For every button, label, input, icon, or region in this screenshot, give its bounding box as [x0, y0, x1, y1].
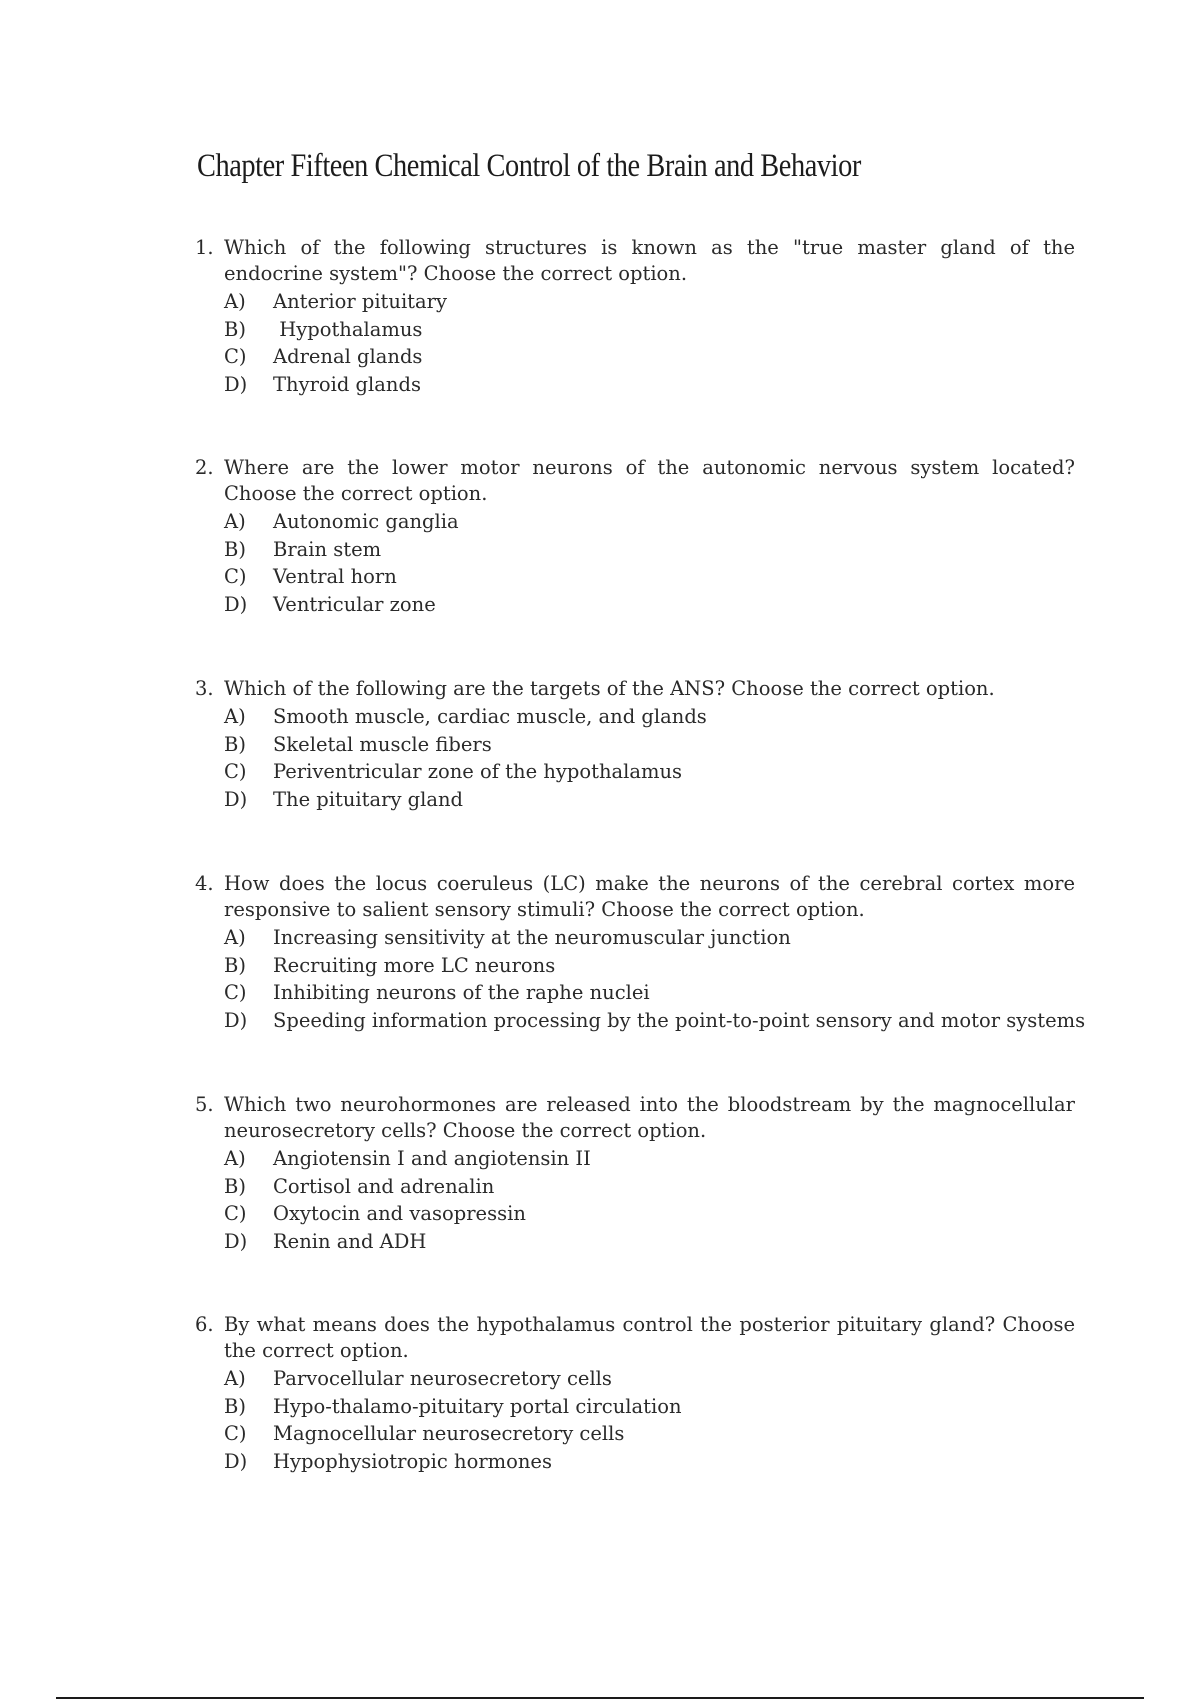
option-text: Parvocellular neurosecretory cells — [273, 1367, 612, 1390]
option-letter: C) — [224, 981, 247, 1004]
option-text: Thyroid glands — [273, 372, 421, 396]
footer-rule — [56, 1697, 1144, 1699]
option-letter: B) — [224, 1394, 246, 1418]
option-d — [224, 371, 1075, 399]
question-number: 3. — [195, 677, 214, 700]
question-text: Which of the following are the targets of the ANS? Choose the correct option. — [224, 677, 995, 700]
option-letter: A) — [224, 290, 246, 313]
option-text: Hypo-thalamo-pituitary portal circulation — [273, 1394, 682, 1418]
option-a — [224, 1145, 1075, 1173]
option-a — [224, 1365, 1075, 1393]
option-list — [224, 288, 1075, 398]
option-letter: C) — [224, 1422, 247, 1445]
option-a — [224, 508, 1075, 536]
option-a — [224, 703, 1075, 731]
option-d — [224, 1007, 1086, 1035]
option-text: Anterior pituitary — [273, 290, 447, 313]
option-letter: D) — [224, 787, 248, 811]
question-text: How does the locus coeruleus (LC) make the neurons of the cerebral cortex more responsive to salient sensory stimuli? Choose the correct option. — [224, 872, 1075, 921]
option-list — [224, 508, 1075, 618]
option-letter: C) — [224, 760, 247, 783]
option-letter: D) — [224, 592, 248, 616]
question-5 — [195, 1092, 1075, 1255]
question-6 — [195, 1312, 1075, 1475]
option-letter: B) — [224, 537, 246, 561]
option-list — [224, 703, 1075, 813]
option-c — [224, 1200, 1075, 1228]
option-letter: D) — [224, 372, 248, 396]
option-b — [224, 952, 1075, 980]
option-letter: C) — [224, 565, 247, 588]
option-text: Ventricular zone — [273, 592, 436, 616]
option-c — [224, 1420, 1075, 1448]
option-b — [224, 316, 1075, 344]
option-list — [224, 1145, 1075, 1255]
option-d — [224, 786, 1075, 814]
option-letter: B) — [224, 953, 246, 977]
option-a — [224, 288, 1075, 316]
option-letter: A) — [224, 1147, 246, 1170]
question-1 — [195, 235, 1075, 398]
option-text: Renin and ADH — [273, 1229, 427, 1253]
option-text: Magnocellular neurosecretory cells — [273, 1422, 625, 1445]
option-letter: A) — [224, 1367, 246, 1390]
option-letter: B) — [224, 732, 246, 756]
option-b — [224, 1393, 1075, 1421]
option-letter: D) — [224, 1008, 248, 1032]
option-c — [224, 979, 1075, 1007]
option-list — [224, 1365, 1075, 1475]
question-text: Which two neurohormones are released into the bloodstream by the magnocellular neurosecretory cells? Choose the correct option. — [224, 1093, 1075, 1142]
option-text: The pituitary gland — [273, 787, 464, 811]
option-text: Brain stem — [273, 537, 382, 561]
option-b — [224, 1173, 1075, 1201]
question-number: 6. — [195, 1313, 214, 1336]
question-3 — [195, 676, 1075, 813]
option-d — [224, 591, 1075, 619]
option-letter: C) — [224, 345, 247, 368]
option-a — [224, 924, 1075, 952]
question-number: 2. — [195, 456, 214, 479]
question-4 — [195, 871, 1086, 1034]
option-c — [224, 343, 1075, 371]
option-text: Recruiting more LC neurons — [273, 953, 556, 977]
option-letter: A) — [224, 926, 246, 949]
option-letter: D) — [224, 1229, 248, 1253]
option-b — [224, 731, 1075, 759]
question-2 — [195, 455, 1075, 618]
option-text: Smooth muscle, cardiac muscle, and glands — [273, 705, 707, 728]
question-text: Where are the lower motor neurons of the autonomic nervous system located? Choose the correct option. — [224, 456, 1075, 505]
option-c — [224, 758, 1075, 786]
option-text: Periventricular zone of the hypothalamus — [273, 760, 683, 783]
option-text: Adrenal glands — [273, 345, 423, 368]
option-d — [224, 1448, 1075, 1476]
option-d — [224, 1228, 1075, 1256]
option-text: Oxytocin and vasopressin — [273, 1202, 526, 1225]
option-text: Angiotensin I and angiotensin II — [273, 1147, 591, 1170]
option-b — [224, 536, 1075, 564]
option-letter: B) — [224, 1174, 246, 1198]
option-letter: C) — [224, 1202, 247, 1225]
option-letter: B) — [224, 317, 246, 341]
option-text: Inhibiting neurons of the raphe nuclei — [273, 981, 650, 1004]
option-list — [224, 924, 1086, 1034]
option-letter: D) — [224, 1449, 248, 1473]
option-text: Autonomic ganglia — [273, 510, 459, 533]
question-text: Which of the following structures is known as the "true master gland of the endocrine system"? Choose the correct option. — [224, 236, 1075, 285]
option-text: Ventral horn — [273, 565, 397, 588]
option-letter: A) — [224, 510, 246, 533]
question-text: By what means does the hypothalamus control the posterior pituitary gland? Choose the correct option. — [224, 1313, 1075, 1362]
option-letter: A) — [224, 705, 246, 728]
option-text: Hypophysiotropic hormones — [273, 1449, 552, 1473]
option-text: Speeding information processing by the point-to-point sensory and motor systems — [273, 1008, 1086, 1032]
page-title: Chapter Fifteen Chemical Control of the Brain and Behavior — [197, 148, 861, 184]
question-number: 5. — [195, 1093, 214, 1116]
option-text: Hypothalamus — [273, 317, 423, 341]
option-text: Skeletal muscle fibers — [273, 732, 492, 756]
question-number: 4. — [195, 872, 214, 895]
option-text: Increasing sensitivity at the neuromuscular junction — [273, 926, 791, 949]
option-text: Cortisol and adrenalin — [273, 1174, 495, 1198]
option-c — [224, 563, 1075, 591]
question-number: 1. — [195, 236, 214, 259]
